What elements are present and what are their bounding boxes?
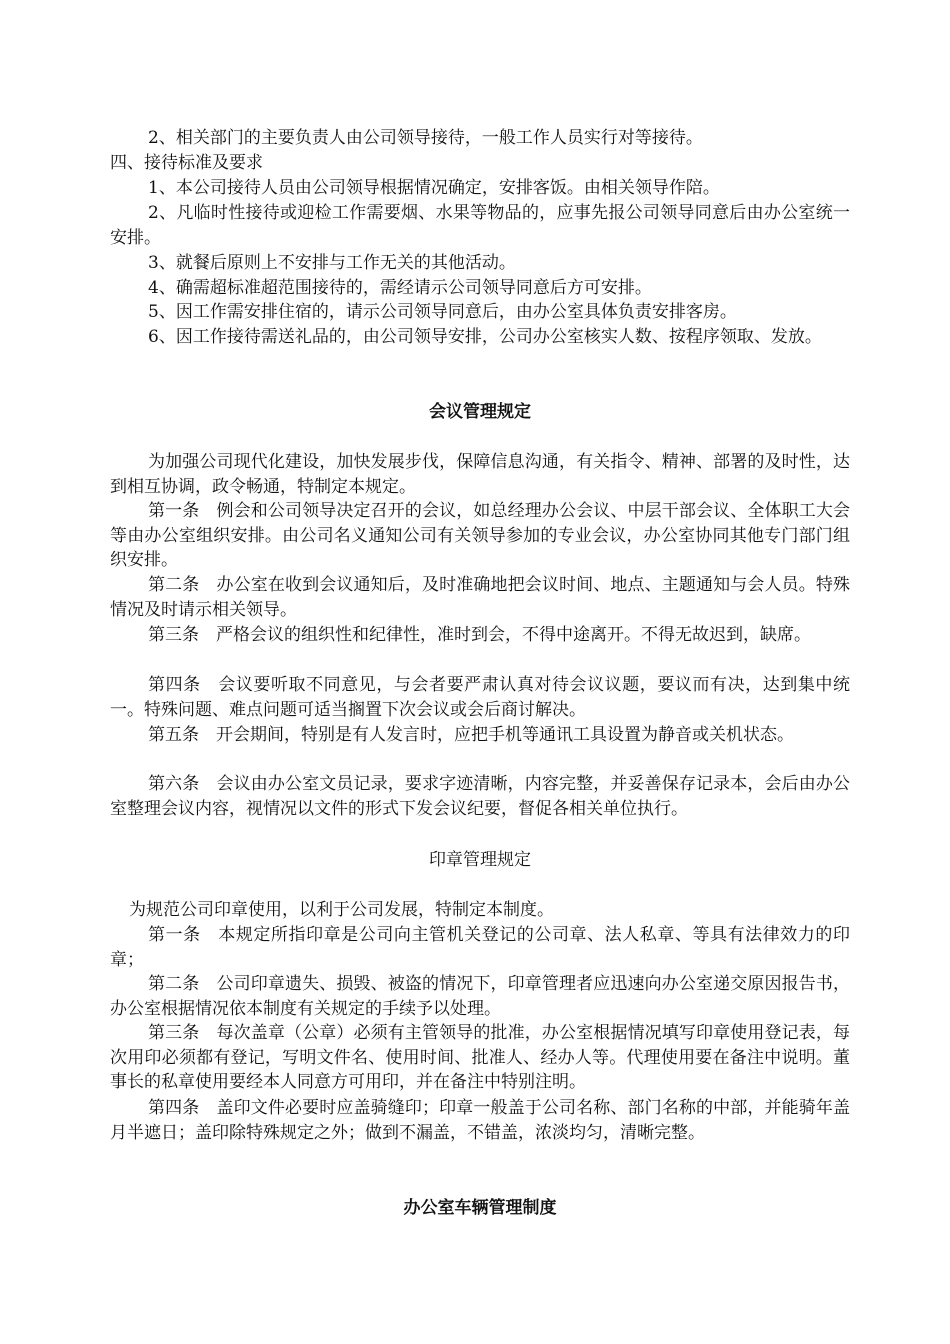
standard-item-5: 5、因工作需安排住宿的，请示公司领导同意后，由办公室具体负责安排客房。 xyxy=(148,302,737,322)
meeting-article-2: 第二条 办公室在收到会议通知后，及时准确地把会议时间、地点、主题通知与会人员。特殊情况及时请示相关领导。 xyxy=(110,575,850,620)
seal-intro: 为规范公司印章使用，以利于公司发展，特制定本制度。 xyxy=(129,900,554,920)
standard-item-4: 4、确需超标准超范围接待的，需经请示公司领导同意后方可安排。 xyxy=(148,278,652,298)
meeting-rules-title: 会议管理规定 xyxy=(429,402,531,422)
seal-rules-title: 印章管理规定 xyxy=(429,850,531,870)
seal-article-1: 第一条 本规定所指印章是公司向主管机关登记的公司章、法人私章、等具有法律效力的印章； xyxy=(110,925,850,970)
standard-item-6: 6、因工作接待需送礼品的，由公司领导安排，公司办公室核实人数、按程序领取、发放。 xyxy=(148,327,822,347)
meeting-article-4: 第四条 会议要听取不同意见，与会者要严肃认真对待会议议题，要议而有决，达到集中统一。特殊问题、难点问题可适当搁置下次会议或会后商讨解决。 xyxy=(110,675,850,720)
seal-article-4: 第四条 盖印文件必要时应盖骑缝印；印章一般盖于公司名称、部门名称的中部，并能骑年盖月半遮日；盖印除特殊规定之外；做到不漏盖，不错盖，浓淡均匀，清晰完整。 xyxy=(110,1098,850,1143)
meeting-article-3: 第三条 严格会议的组织性和纪律性，准时到会，不得中途离开。不得无故迟到，缺席。 xyxy=(148,625,811,645)
section-4-heading: 四、接待标准及要求 xyxy=(110,153,263,173)
meeting-article-5: 第五条 开会期间，特别是有人发言时，应把手机等通讯工具设置为静音或关机状态。 xyxy=(148,725,794,745)
seal-article-2: 第二条 公司印章遗失、损毁、被盗的情况下，印章管理者应迅速向办公室递交原因报告书，办公室根据情况依本制度有关规定的手续予以处理。 xyxy=(110,974,850,1019)
reception-item-2: 2、相关部门的主要负责人由公司领导接待，一般工作人员实行对等接待。 xyxy=(148,128,703,148)
standard-item-3: 3、就餐后原则上不安排与工作无关的其他活动。 xyxy=(148,253,516,273)
standard-item-2: 2、凡临时性接待或迎检工作需要烟、水果等物品的，应事先报公司领导同意后由办公室统一安排。 xyxy=(110,203,850,248)
vehicle-rules-title: 办公室车辆管理制度 xyxy=(403,1198,557,1218)
meeting-article-1: 第一条 例会和公司领导决定召开的会议，如总经理办公会议、中层干部会议、全体职工大会等由办公室组织安排。由公司名义通知公司有关领导参加的专业会议，办公室协同其他专门部门组织安排。 xyxy=(110,501,850,570)
seal-article-3: 第三条 每次盖章（公章）必须有主管领导的批准，办公室根据情况填写印章使用登记表，每次用印必须都有登记，写明文件名、使用时间、批准人、经办人等。代理使用要在备注中说明。董事长的私章使用要经本人同意方可用印，并在备注中特别注明。 xyxy=(110,1023,850,1092)
meeting-intro: 为加强公司现代化建设，加快发展步伐，保障信息沟通，有关指令、精神、部署的及时性，达到相互协调，政令畅通，特制定本规定。 xyxy=(110,452,850,497)
standard-item-1: 1、本公司接待人员由公司领导根据情况确定，安排客饭。由相关领导作陪。 xyxy=(148,178,720,198)
meeting-article-6: 第六条 会议由办公室文员记录，要求字迹清晰，内容完整，并妥善保存记录本，会后由办公室整理会议内容，视情况以文件的形式下发会议纪要，督促各相关单位执行。 xyxy=(110,774,850,819)
